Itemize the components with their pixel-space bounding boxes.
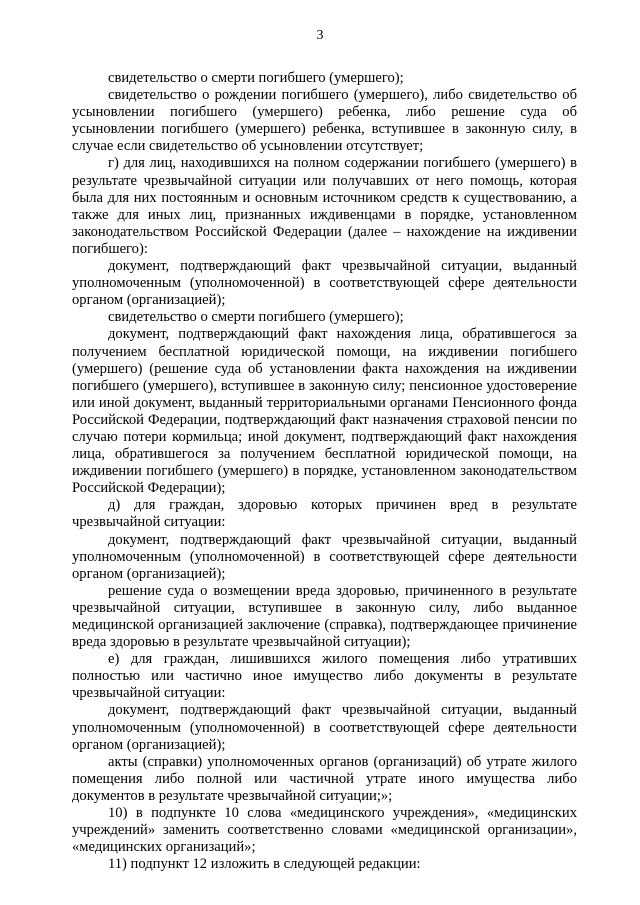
- document-body: [72, 70, 577, 873]
- paragraph: свидетельство о смерти погибшего (умершего);: [108, 309, 404, 326]
- paragraph: 11) подпункт 12 изложить в следующей редакции:: [108, 856, 421, 873]
- page-number: 3: [316, 28, 324, 43]
- paragraph: е) для граждан, лишившихся жилого помещения либо утративших полностью или частично иное имущество либо документы в результате чрезвычайной ситуации:: [72, 651, 577, 702]
- paragraph: документ, подтверждающий факт нахождения лица, обратившегося за получением бесплатной юридической помощи, на иждивении погибшего (умершего) (решение суда об установлении факта нахождения на иждивении погибшего (умершего), вступившее в законную силу; пенсионное удостоверение или иной документ, выданный территориальными органами Пенсионного фонда Российской Федерации, подтверждающий факт назначения страховой пенсии по случаю потери кормильца; иной документ, подтверждающий факт нахождения лица, обратившегося за получением бесплатной юридической помощи, на иждивении погибшего (умершего) в порядке, установленном законодательством Российской Федерации);: [72, 326, 577, 497]
- paragraph: акты (справки) уполномоченных органов (организаций) об утрате жилого помещения либо полной или частичной утрате иного имущества либо документов в результате чрезвычайной ситуации;»;: [72, 753, 577, 804]
- paragraph: д) для граждан, здоровью которых причинен вред в результате чрезвычайной ситуации:: [72, 497, 577, 531]
- paragraph: 10) в подпункте 10 слова «медицинского учреждения», «медицинских учреждений» заменить соответственно словами «медицинской организации», «медицинских организаций»;: [72, 805, 577, 856]
- paragraph: свидетельство о рождении погибшего (умершего), либо свидетельство об усыновлении погибшего (умершего) ребенка, либо решение суда об усыновлении погибшего (умершего) ребенка, вступившее в законную силу, в случае если свидетельство об усыновлении отсутствует;: [72, 87, 577, 155]
- paragraph: свидетельство о смерти погибшего (умершего);: [108, 70, 404, 86]
- paragraph: г) для лиц, находившихся на полном содержании погибшего (умершего) в результате чрезвычайной ситуации или получавших от него помощь, которая была для них постоянным и основным источником средств к существованию, а также для иных лиц, признанных иждивенцами в порядке, установленном законодательством Российской Федерации (далее – нахождение на иждивении погибшего):: [72, 155, 577, 257]
- paragraph: документ, подтверждающий факт чрезвычайной ситуации, выданный уполномоченным (уполномоченной) в соответствующей сфере деятельности органом (организацией);: [72, 702, 577, 753]
- paragraph: документ, подтверждающий факт чрезвычайной ситуации, выданный уполномоченным (уполномоченной) в соответствующей сфере деятельности органом (организацией);: [72, 531, 577, 582]
- paragraph: документ, подтверждающий факт чрезвычайной ситуации, выданный уполномоченным (уполномоченной) в соответствующей сфере деятельности органом (организацией);: [72, 258, 577, 309]
- paragraph: решение суда о возмещении вреда здоровью, причиненного в результате чрезвычайной ситуации, вступившее в законную силу, либо выданное медицинской организацией заключение (справка), подтверждающее причинение вреда здоровью в результате чрезвычайной ситуации);: [72, 582, 577, 651]
